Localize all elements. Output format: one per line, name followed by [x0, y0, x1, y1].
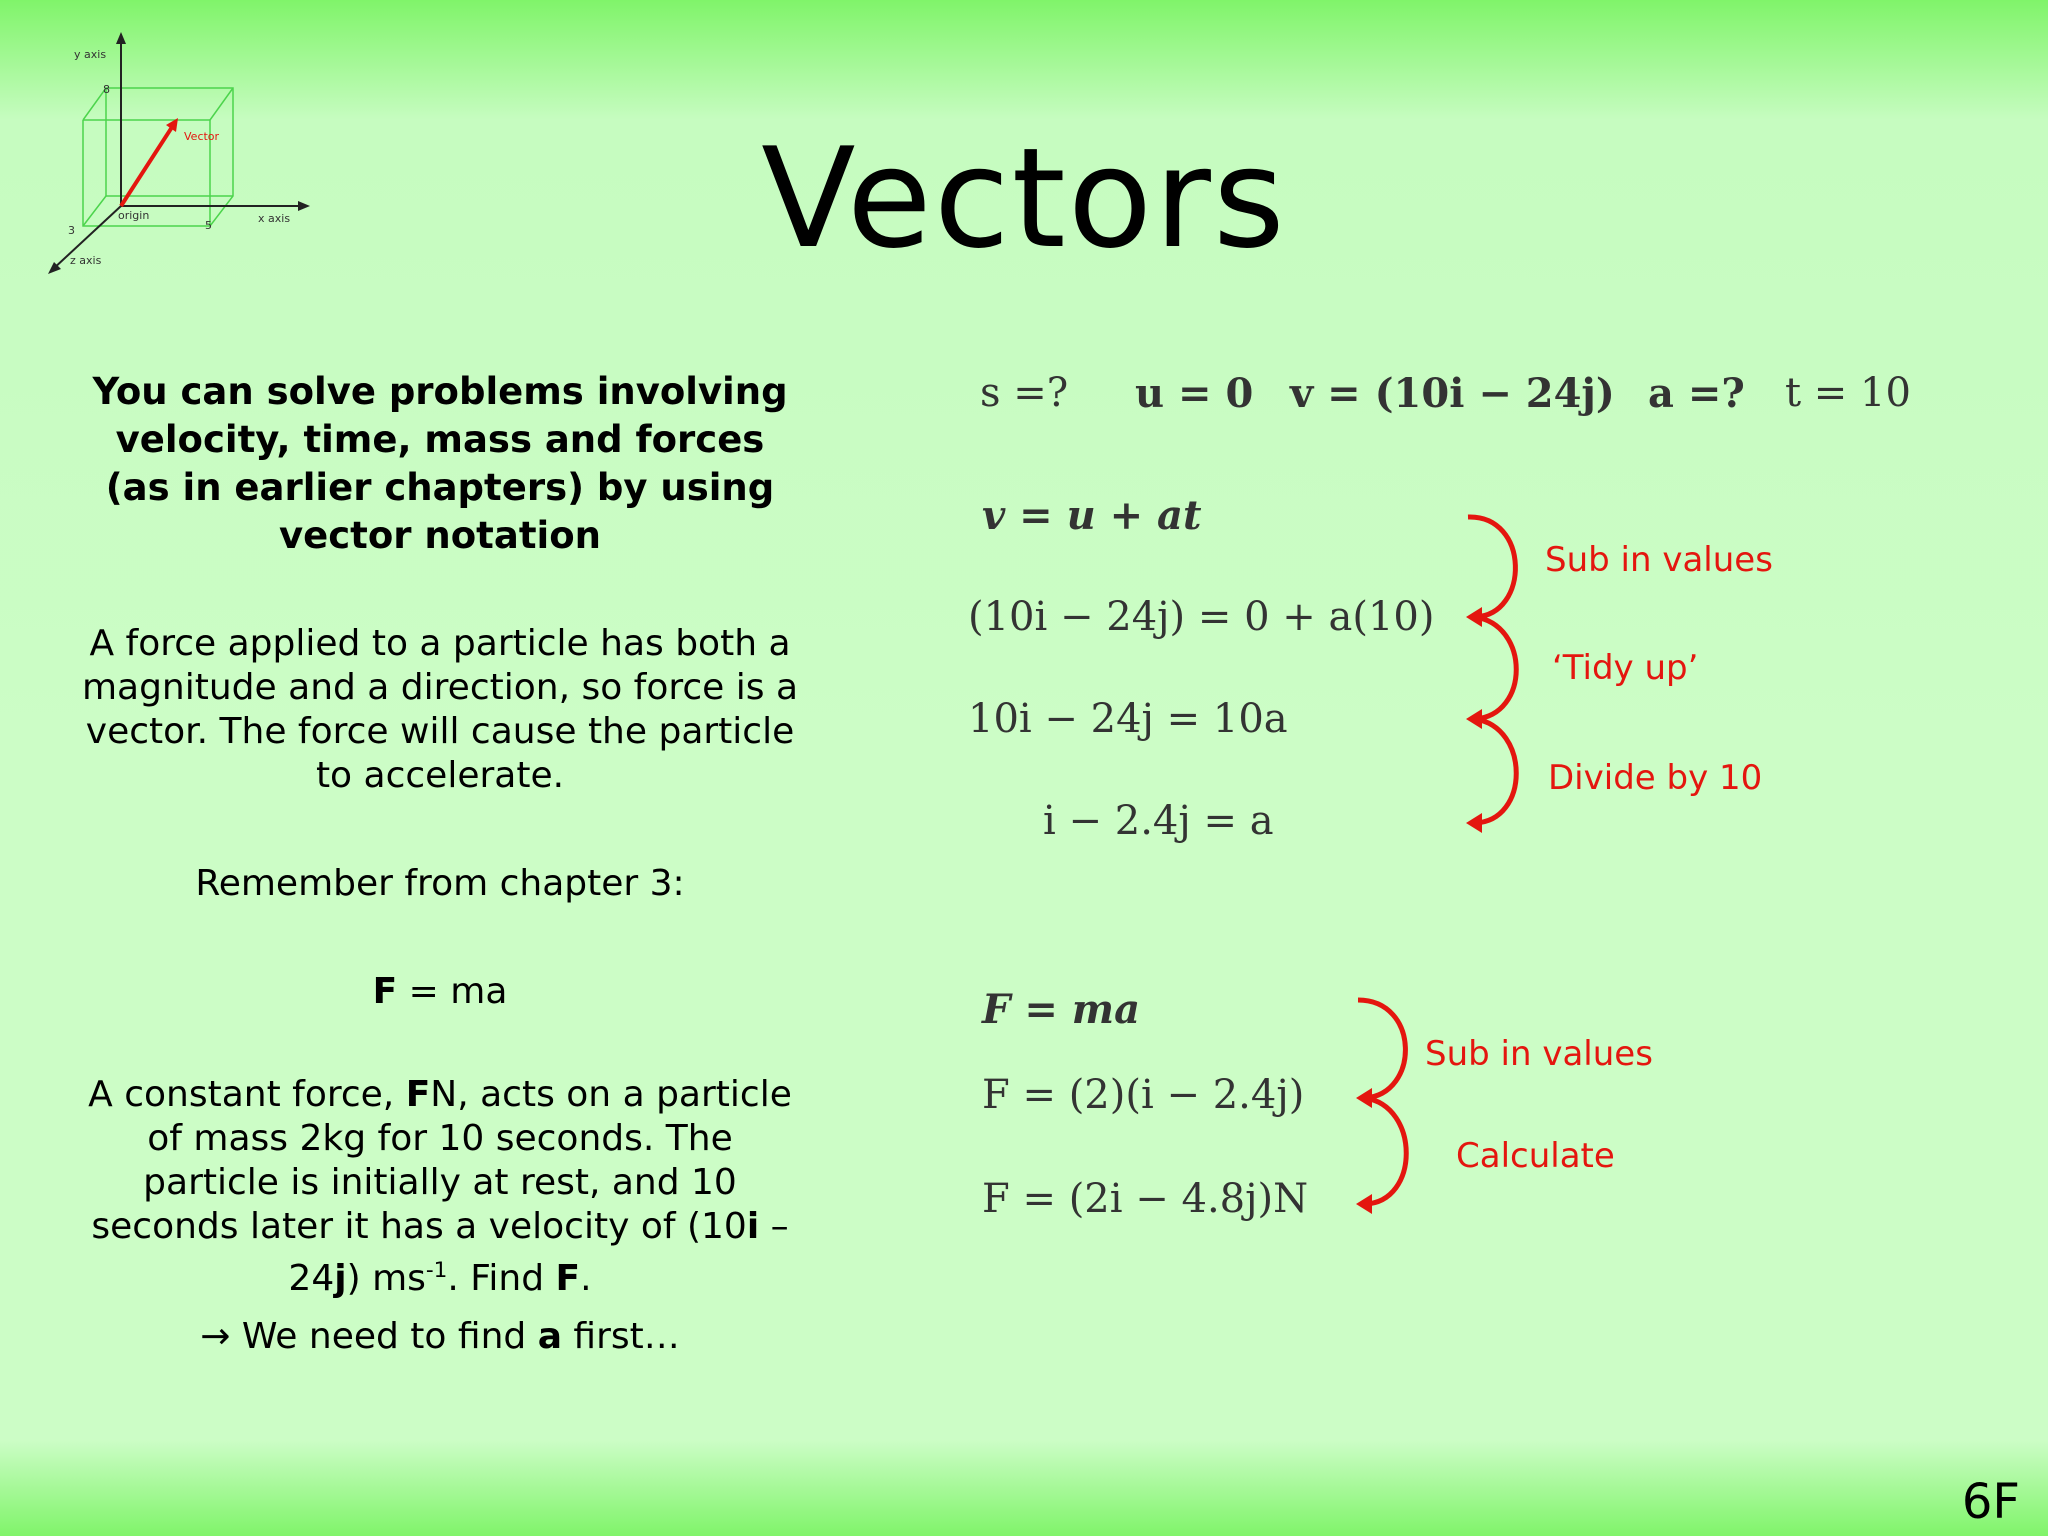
problem-text: A constant force, [88, 1074, 406, 1115]
step-1: v = u + at [982, 492, 1202, 539]
annotation-sub-in-values-2: Sub in values [1425, 1034, 1653, 1074]
formula-f-ma [80, 970, 800, 1014]
problem-text: ) ms [346, 1258, 426, 1299]
problem-statement [80, 1073, 800, 1301]
force-step-3: F = (2i − 4.8j)N [982, 1176, 1309, 1222]
remember-text: Remember from chapter 3: [195, 863, 685, 904]
y-axis-label: y axis [74, 48, 107, 61]
force-step-2: F = (2)(i − 2.4j) [982, 1072, 1305, 1118]
next-step-note [80, 1315, 800, 1359]
formula-f-symbol: F [372, 971, 398, 1012]
problem-j: j [334, 1258, 347, 1299]
suvat-a: a =? [1648, 370, 1745, 417]
force-step-1: F = ma [982, 986, 1141, 1033]
tick-z: 3 [68, 224, 75, 237]
problem-f2: F [555, 1258, 581, 1299]
intro-text: You can solve problems involving velocity, time, mass and forces (as in earlier chapters) by using vector notation [92, 370, 788, 557]
annotation-tidy-up: ‘Tidy up’ [1552, 648, 1699, 688]
vector-arrow [121, 124, 174, 206]
note-text: We need to find [230, 1316, 538, 1357]
annotation-sub-in-values: Sub in values [1545, 540, 1773, 580]
right-arrow-icon: → [200, 1316, 231, 1357]
suvat-s: s =? [980, 370, 1069, 416]
x-axis-label: x axis [258, 212, 291, 225]
step-3: 10i − 24j = 10a [968, 696, 1288, 742]
problem-text: . [580, 1258, 592, 1299]
vector-label: Vector [184, 130, 220, 143]
suvat-u: u = 0 [1135, 370, 1254, 417]
problem-i: i [746, 1206, 760, 1247]
origin-label: origin [118, 209, 150, 222]
suvat-t: t = 10 [1785, 370, 1911, 416]
problem-text: . Find [447, 1258, 556, 1299]
formula-rest: = ma [397, 971, 508, 1012]
step-4: i − 2.4j = a [1043, 798, 1274, 844]
problem-text: N, acts on a particle of mass 2kg for 10 seconds. The particle is initially at rest, and 10 seconds later it has a velocity of (10 [91, 1074, 792, 1247]
note-bold: a [537, 1316, 562, 1357]
z-axis-label: z axis [70, 254, 102, 267]
curved-arrows-1 [1460, 505, 1540, 835]
note-text: first… [561, 1316, 680, 1357]
force-explanation: A force applied to a particle has both a magnitude and a direction, so force is a vector. The force will cause the particle to accelerate. [81, 623, 799, 796]
axes [52, 38, 305, 270]
page-title: Vectors [761, 118, 1287, 279]
step-2: (10i − 24j) = 0 + a(10) [968, 594, 1435, 640]
tick-y: 8 [103, 83, 110, 96]
problem-text: – 24 [288, 1206, 789, 1299]
page-number: 6F [1961, 1474, 2020, 1530]
annotation-calculate: Calculate [1456, 1136, 1615, 1176]
suvat-v: v = (10i − 24j) [1290, 370, 1615, 417]
vector-axes-diagram [40, 28, 320, 278]
problem-f: F [405, 1074, 431, 1115]
curved-arrows-2 [1350, 990, 1430, 1220]
problem-sup: -1 [425, 1258, 448, 1283]
annotation-divide-by-10: Divide by 10 [1548, 758, 1763, 798]
tick-x: 5 [205, 219, 212, 232]
